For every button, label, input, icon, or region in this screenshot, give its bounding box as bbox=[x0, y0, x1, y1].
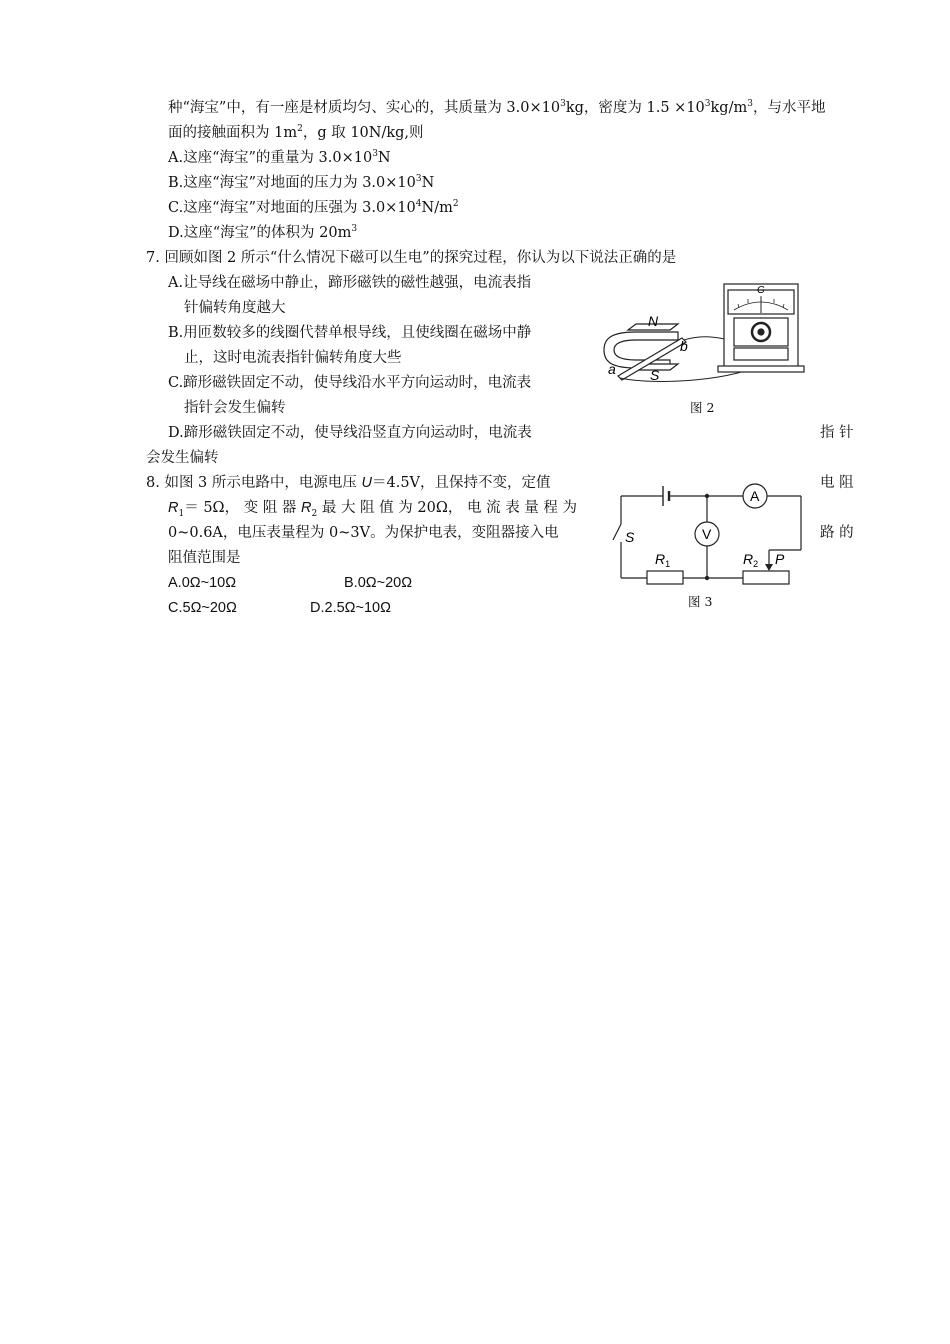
junction-dot bbox=[705, 494, 709, 498]
q8-line-1 bbox=[146, 474, 551, 492]
q6-text: 种“海宝”中，有一座是材质均匀、实心的，其质量为 3.0×10 bbox=[168, 100, 561, 116]
q8-option-b: B.0Ω~20Ω bbox=[344, 575, 413, 591]
exponent: 3 bbox=[351, 224, 358, 235]
q7-option-b-line-1: B.用匝数较多的线圈代替单根导线，且使线圈在磁场中静 bbox=[168, 325, 532, 341]
resistor-symbol: R bbox=[168, 500, 179, 516]
option-text: C.这座“海宝”对地面的压强为 3.0×10 bbox=[168, 200, 416, 216]
q8-text: ＝ 5Ω， 变 阻 器 bbox=[184, 500, 302, 516]
q8-line-2 bbox=[168, 499, 577, 517]
q6-text: kg，密度为 1.5 ×10 bbox=[565, 100, 705, 116]
exponent: 2 bbox=[452, 199, 459, 210]
q6-option-c bbox=[168, 199, 459, 217]
q6-line-2 bbox=[168, 124, 424, 142]
q8-option-d: D.2.5Ω~10Ω bbox=[310, 600, 391, 616]
q7-option-d-line-2: 会发生偏转 bbox=[146, 450, 219, 466]
q8-line-3-tail: 路 的 bbox=[820, 525, 854, 541]
q7-option-d-line-1: D.蹄形磁铁固定不动，使导线沿竖直方向运动时，电流表 bbox=[168, 425, 532, 441]
q8-line-4: 阻值范围是 bbox=[168, 550, 241, 566]
galvanometer-label: G bbox=[757, 285, 765, 296]
figure-2-caption: 图 2 bbox=[690, 400, 715, 415]
r1-symbol: R bbox=[655, 551, 666, 567]
q6-option-d bbox=[168, 224, 357, 242]
option-text: D.这座“海宝”的体积为 20m bbox=[168, 225, 352, 241]
galvanometer bbox=[718, 284, 804, 372]
q7-option-a-line-1: A.让导线在磁场中静止，蹄形磁铁的磁性越强，电流表指 bbox=[168, 275, 532, 291]
q7-stem: 7. 回顾如图 2 所示“什么情况下磁可以生电”的探究过程，你认为以下说法正确的是 bbox=[146, 250, 677, 266]
q7-option-a-line-2: 针偏转角度越大 bbox=[184, 300, 286, 316]
exponent: 4 bbox=[415, 199, 422, 210]
q6-line-1 bbox=[168, 99, 825, 117]
end-a-label: a bbox=[608, 361, 616, 377]
q8-option-a: A.0Ω~10Ω bbox=[168, 575, 237, 591]
r1-label bbox=[655, 551, 670, 569]
north-pole-label: N bbox=[648, 313, 659, 329]
exponent: 3 bbox=[415, 174, 422, 185]
voltmeter-label: V bbox=[702, 526, 712, 542]
option-text: N bbox=[421, 175, 435, 191]
option-text: N/m bbox=[421, 200, 453, 216]
q7-option-c-line-1: C.蹄形磁铁固定不动，使导线沿水平方向运动时，电流表 bbox=[168, 375, 532, 391]
r2-subscript: 2 bbox=[753, 559, 759, 569]
r1-subscript: 1 bbox=[665, 559, 671, 569]
junction-dot bbox=[705, 576, 709, 580]
subscript: 1 bbox=[178, 508, 185, 519]
figure-3-circuit bbox=[605, 478, 815, 590]
slider-arrow bbox=[765, 564, 773, 571]
switch-blade bbox=[613, 524, 621, 540]
q8-line-3: 0~0.6A，电压表量程为 0~3V。为保护电表，变阻器接入电 bbox=[168, 525, 559, 541]
q7-option-d-line-1-tail: 指 针 bbox=[820, 425, 854, 441]
exponent: 3 bbox=[704, 99, 711, 110]
q6-text: ，与水平地 bbox=[752, 100, 826, 116]
r2-symbol: R bbox=[743, 551, 754, 567]
exponent: 2 bbox=[297, 124, 303, 135]
option-text: A.这座“海宝”的重量为 3.0×10 bbox=[168, 150, 373, 166]
option-text: B.这座“海宝”对地面的压力为 3.0×10 bbox=[168, 175, 416, 191]
exponent: 3 bbox=[560, 99, 566, 110]
slider-label: P bbox=[775, 551, 785, 567]
option-text: N bbox=[377, 150, 391, 166]
figure-3-caption: 图 3 bbox=[688, 594, 713, 609]
q8-text: 最 大 阻 值 为 20Ω， 电 流 表 量 程 为 bbox=[317, 500, 578, 516]
rheostat-r2 bbox=[743, 571, 789, 584]
q6-text: 面的接触面积为 1m bbox=[168, 125, 298, 141]
exponent: 3 bbox=[372, 149, 378, 160]
subscript: 2 bbox=[311, 508, 318, 519]
exponent: 3 bbox=[747, 99, 753, 110]
q6-option-b bbox=[168, 174, 434, 192]
q7-option-b-line-2: 止，这时电流表指针偏转角度大些 bbox=[184, 350, 402, 366]
south-pole-label: S bbox=[650, 367, 660, 383]
q7-option-c-line-2: 指针会发生偏转 bbox=[184, 400, 286, 416]
voltage-symbol: U bbox=[361, 475, 372, 491]
q6-text: kg/m bbox=[710, 100, 748, 116]
resistor-r1 bbox=[647, 571, 683, 584]
resistor-symbol: R bbox=[301, 500, 312, 516]
q8-text: 8. 如图 3 所示电路中，电源电压 bbox=[146, 475, 362, 491]
figure-2-induction-apparatus bbox=[598, 280, 808, 390]
q6-option-a bbox=[168, 149, 391, 167]
end-b-label: b bbox=[680, 338, 688, 354]
ammeter-label: A bbox=[750, 488, 760, 504]
r2-label bbox=[743, 551, 758, 569]
q6-text: ，g 取 10N/kg,则 bbox=[302, 125, 424, 141]
switch-label: S bbox=[625, 529, 635, 545]
q8-text: ＝4.5V，且保持不变，定值 bbox=[371, 475, 551, 491]
q8-option-c: C.5Ω~20Ω bbox=[168, 600, 237, 616]
q8-line-1-tail: 电 阻 bbox=[820, 475, 854, 491]
